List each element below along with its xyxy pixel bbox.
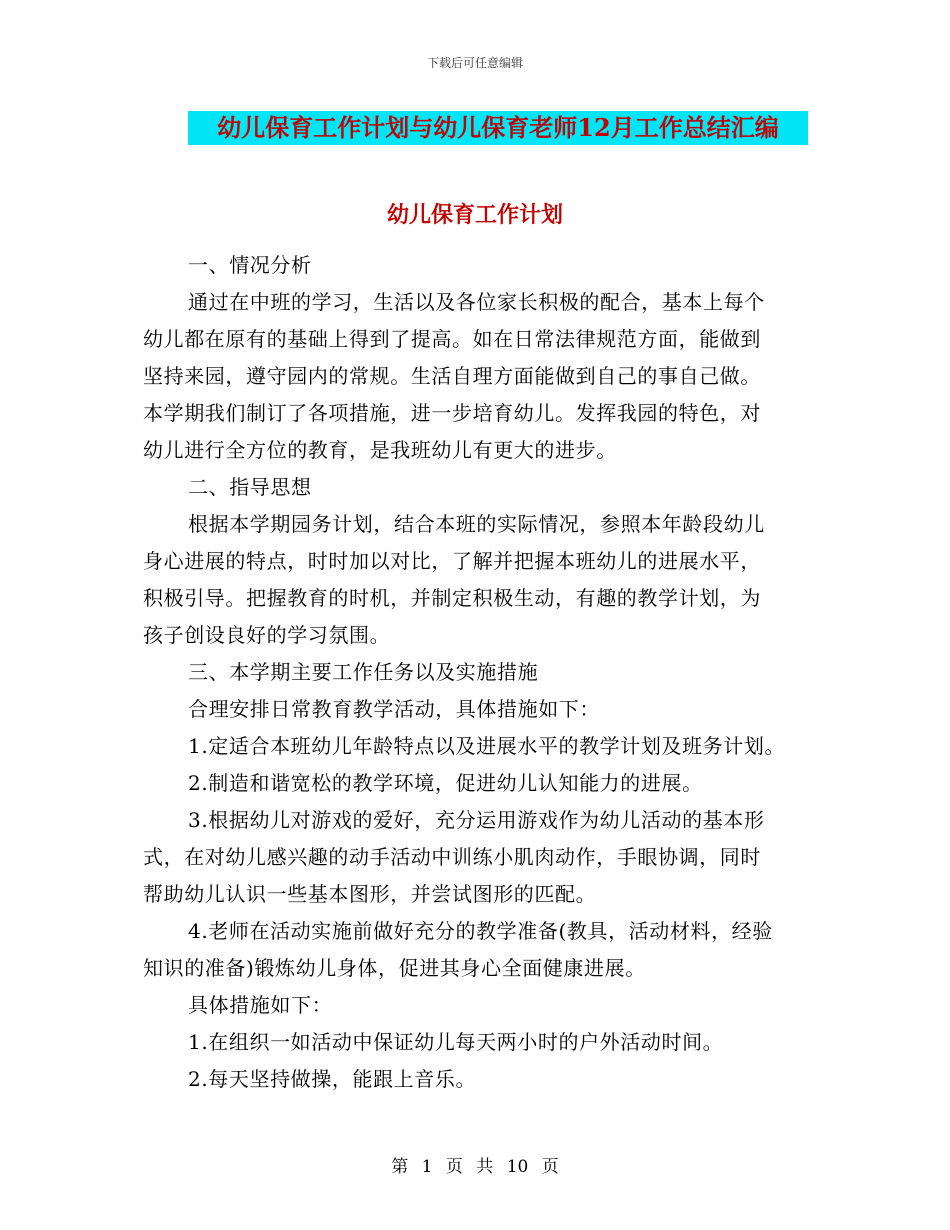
text-line: 本学期我们制订了各项措施，进一步培育幼儿。发挥我园的特色，对 xyxy=(143,401,761,425)
text-line: 4.老师在活动实施前做好充分的教学准备(教具，活动材料，经验 xyxy=(188,919,773,943)
text-line: 幼儿都在原有的基础上得到了提高。如在日常法律规范方面，能做到 xyxy=(143,327,761,351)
section-title: 幼儿保育工作计划 xyxy=(386,202,563,228)
text-line: 1.在组织一如活动中保证幼儿每天两小时的户外活动时间。 xyxy=(188,1030,724,1054)
text-line: 2.每天坚持做操，能跟上音乐。 xyxy=(188,1067,477,1091)
text-line: 三、本学期主要工作任务以及实施措施 xyxy=(188,660,539,684)
page-footer: 第 1 页 共 10 页 xyxy=(391,1157,559,1177)
text-line: 根据本学期园务计划，结合本班的实际情况，参照本年龄段幼儿 xyxy=(188,512,765,536)
text-line: 2.制造和谐宽松的教学环境，促进幼儿认知能力的进展。 xyxy=(188,771,703,795)
text-line: 幼儿进行全方位的教育，是我班幼儿有更大的进步。 xyxy=(143,438,617,462)
document-title: 幼儿保育工作计划与幼儿保育老师12月工作总结汇编 xyxy=(188,111,808,145)
text-line: 二、指导思想 xyxy=(188,475,312,499)
text-line: 帮助幼儿认识一些基本图形，并尝试图形的匹配。 xyxy=(143,882,597,906)
text-line: 式，在对幼儿感兴趣的动手活动中训练小肌肉动作，手眼协调，同时 xyxy=(143,845,761,869)
header-note: 下载后可任意编辑 xyxy=(426,56,523,70)
text-line: 具体措施如下： xyxy=(188,993,333,1017)
text-line: 通过在中班的学习，生活以及各位家长积极的配合，基本上每个 xyxy=(188,290,765,314)
text-line: 1.定适合本班幼儿年龄特点以及进展水平的教学计划及班务计划。 xyxy=(188,734,786,758)
text-line: 积极引导。把握教育的时机，并制定积极生动，有趣的教学计划，为 xyxy=(143,586,761,610)
text-line: 合理安排日常教育教学活动，具体措施如下： xyxy=(188,697,600,721)
text-line: 身心进展的特点，时时加以对比，了解并把握本班幼儿的进展水平， xyxy=(143,549,761,573)
text-line: 坚持来园，遵守园内的常规。生活自理方面能做到自己的事自己做。 xyxy=(143,364,761,388)
text-line: 3.根据幼儿对游戏的爱好，充分运用游戏作为幼儿活动的基本形 xyxy=(188,808,765,832)
text-line: 知识的准备)锻炼幼儿身体，促进其身心全面健康进展。 xyxy=(143,956,646,980)
text-line: 孩子创设良好的学习氛围。 xyxy=(143,623,391,647)
text-line: 一、情况分析 xyxy=(188,253,312,277)
